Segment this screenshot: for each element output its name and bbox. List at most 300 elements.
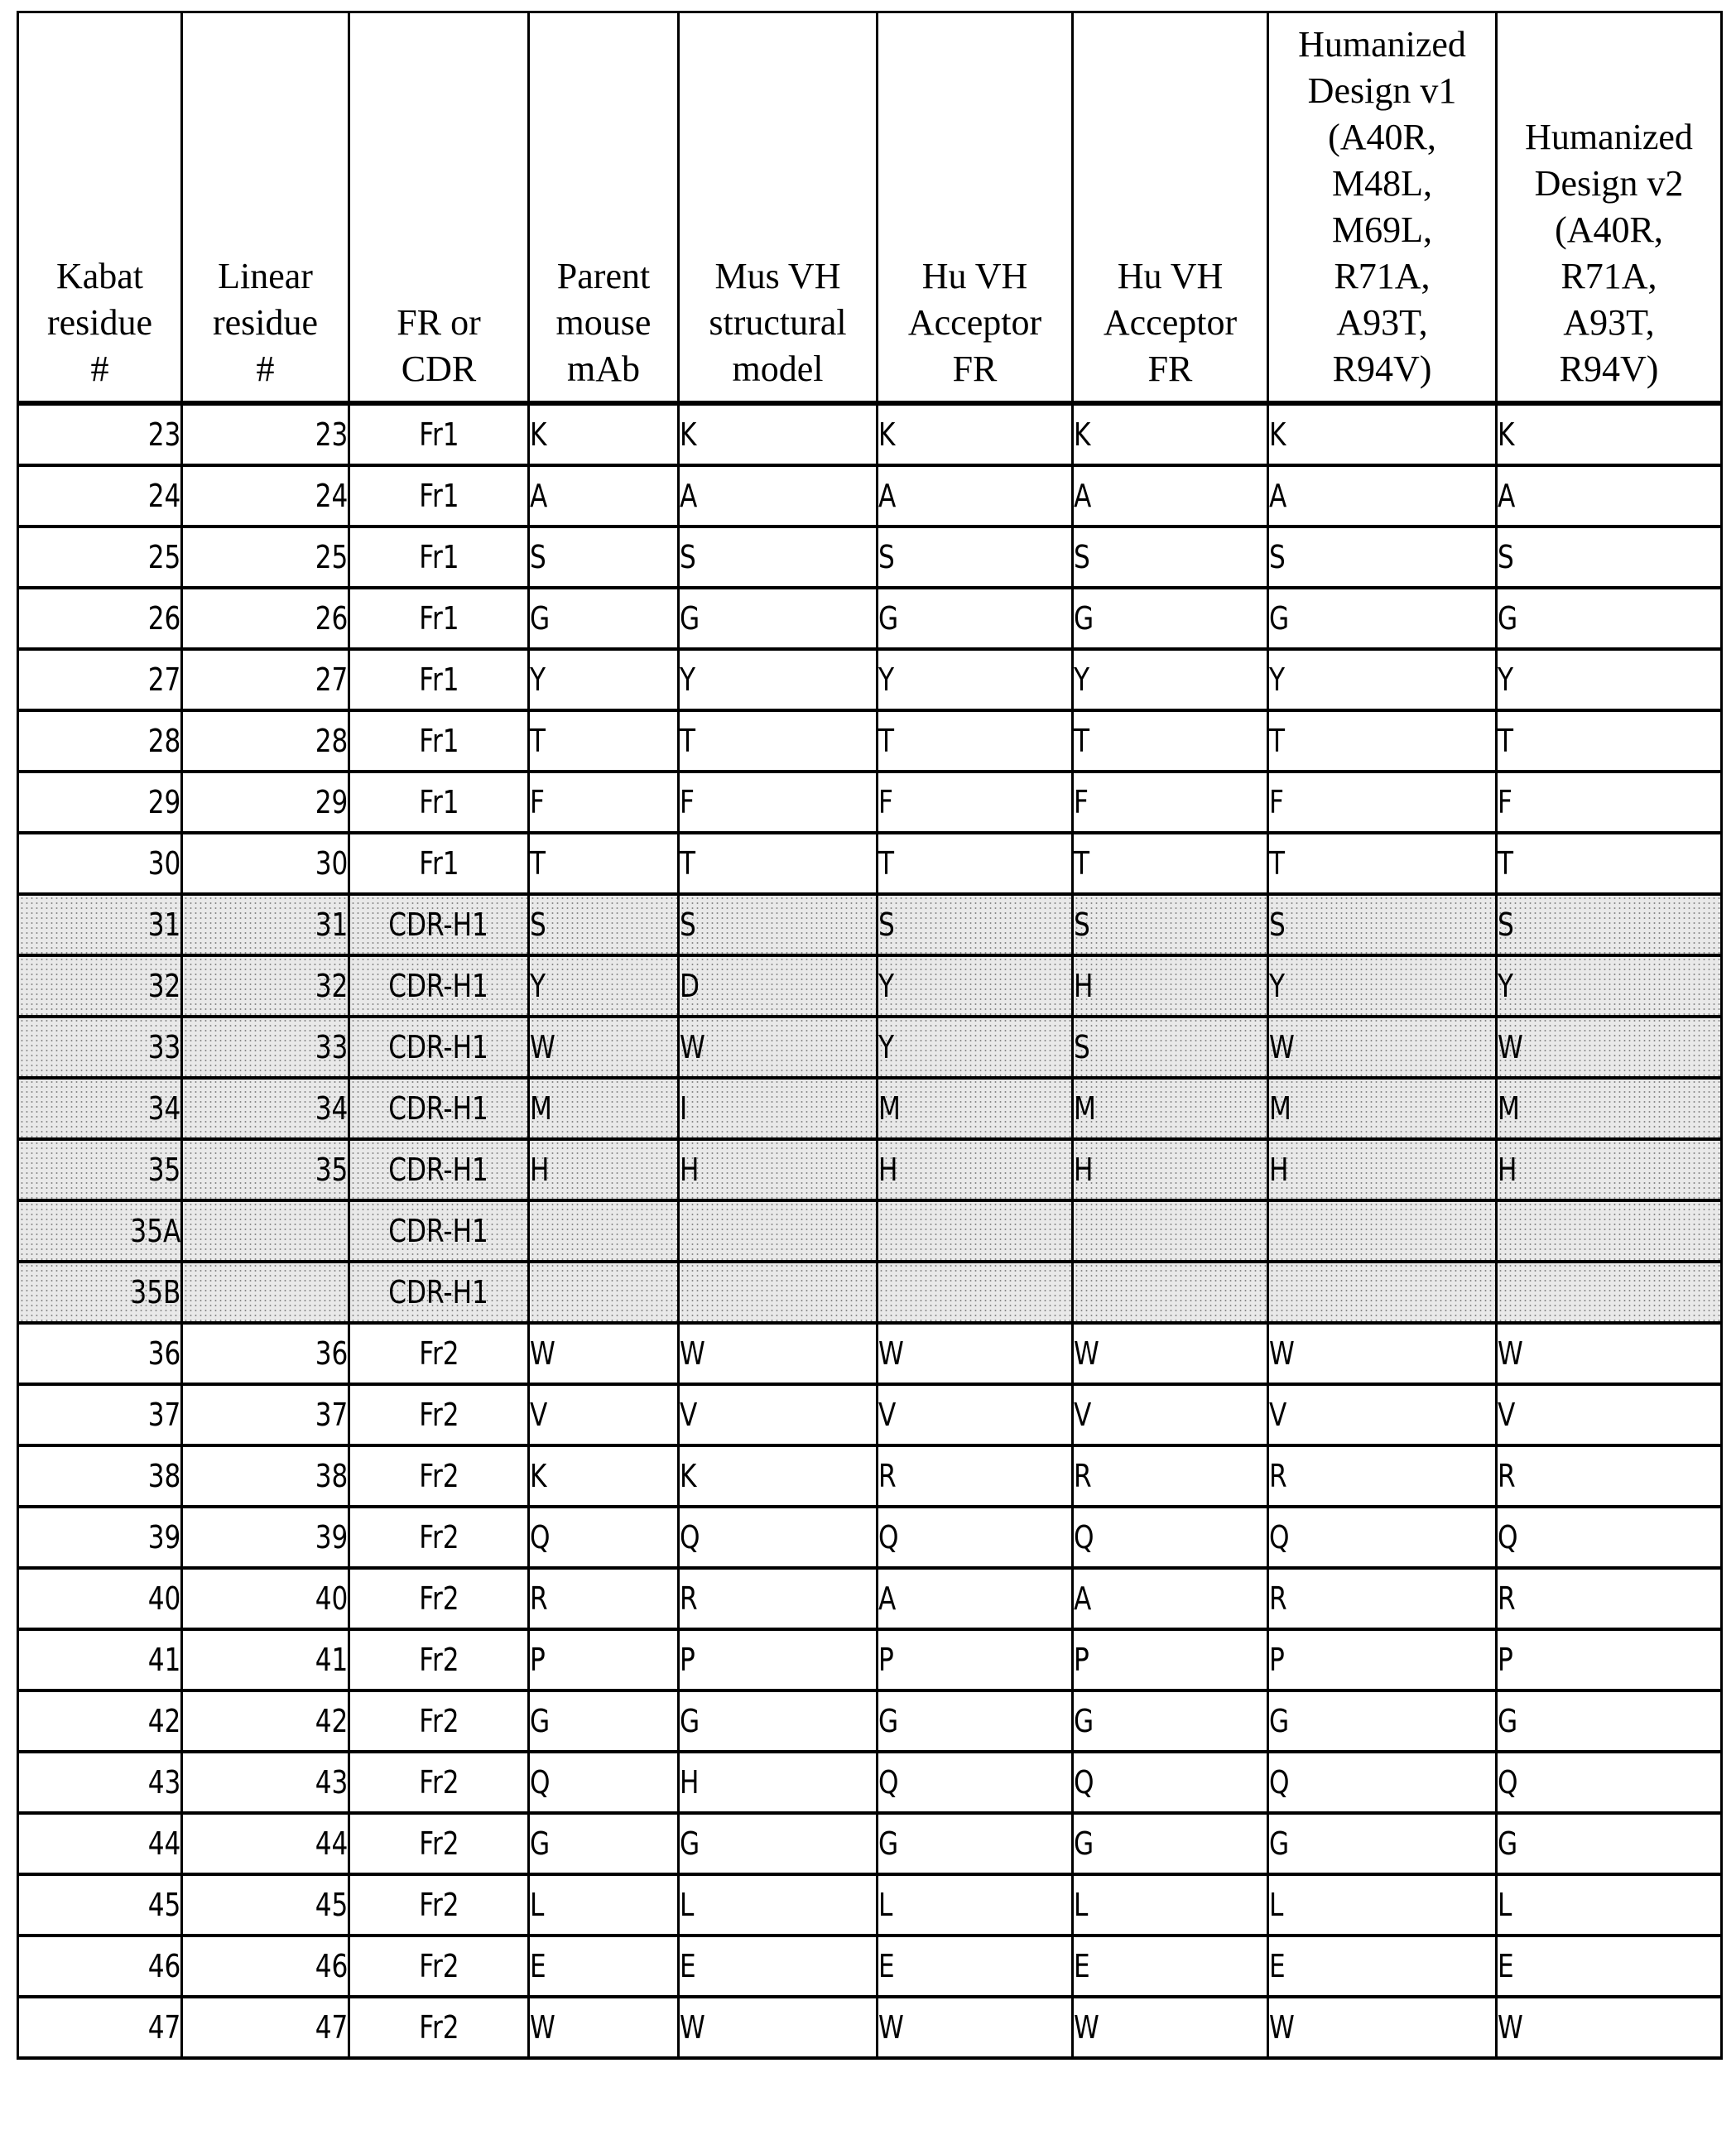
linear-residue-cell [182, 1813, 349, 1874]
cell-text: 26 [147, 600, 180, 637]
table-row [18, 1323, 1722, 1384]
cell-text: G [680, 1703, 700, 1739]
humanized-v2-cell [1497, 1507, 1722, 1568]
cell-text: W [878, 1335, 904, 1372]
cell-text: R [1269, 1580, 1287, 1617]
region-cell [349, 649, 529, 710]
humanized-v1-cell [1268, 955, 1497, 1017]
cell-text: S [1498, 906, 1514, 943]
mus-vh-model-cell [679, 833, 878, 894]
table-row [18, 772, 1722, 833]
hu-acceptor-1-cell [878, 894, 1073, 955]
parent-mouse-cell [529, 1813, 679, 1874]
cell-text: K [1498, 416, 1514, 453]
kabat-residue-cell [18, 1752, 182, 1813]
table-row [18, 1568, 1722, 1629]
cell-text: F [878, 784, 893, 820]
cell-text: S [530, 906, 546, 943]
cell-text: Y [530, 661, 546, 698]
region-cell [349, 1629, 529, 1690]
cell-text: G [1074, 600, 1094, 637]
cell-text: 45 [315, 1887, 348, 1923]
mus-vh-model-cell [679, 1997, 878, 2058]
humanized-v1-cell [1268, 1384, 1497, 1445]
cell-text: A [680, 478, 697, 514]
cell-text: P [1498, 1642, 1513, 1678]
hu-acceptor-2-cell [1073, 1936, 1268, 1997]
hu-acceptor-2-cell [1073, 1262, 1268, 1323]
cell-text: 35B [130, 1274, 180, 1310]
region-cell [349, 894, 529, 955]
region-cell [349, 1752, 529, 1813]
header-line: A93T, [1269, 300, 1495, 346]
mus-vh-model-cell [679, 1017, 878, 1078]
hu-acceptor-1-cell [878, 833, 1073, 894]
cell-text: L [680, 1887, 694, 1923]
hu-acceptor-1-cell [878, 1323, 1073, 1384]
cell-text: F [1498, 784, 1512, 820]
mus-vh-model-cell [679, 1629, 878, 1690]
parent-mouse-cell [529, 1936, 679, 1997]
header-humanized-v1 [1268, 12, 1497, 404]
cell-text: T [1498, 723, 1513, 759]
kabat-residue-cell [18, 1200, 182, 1262]
cell-text: Fr2 [419, 1825, 459, 1862]
cell-text: Y [1498, 968, 1513, 1004]
humanized-v2-cell [1497, 649, 1722, 710]
table-row [18, 1200, 1722, 1262]
header-line: Hu VH [878, 253, 1071, 300]
cell-text: E [1498, 1948, 1514, 1984]
kabat-residue-cell [18, 1017, 182, 1078]
cell-text: S [680, 906, 696, 943]
hu-acceptor-1-cell [878, 527, 1073, 588]
cell-text: 30 [315, 845, 348, 882]
header-line: Humanized [1269, 22, 1495, 68]
header-line: residue [19, 300, 180, 346]
cell-text: 28 [147, 723, 180, 759]
cell-text: M [1074, 1090, 1096, 1127]
hu-acceptor-1-cell [878, 1568, 1073, 1629]
mus-vh-model-cell [679, 649, 878, 710]
mus-vh-model-cell [679, 1936, 878, 1997]
kabat-residue-cell [18, 710, 182, 772]
table-row [18, 1629, 1722, 1690]
kabat-residue-cell [18, 649, 182, 710]
humanized-v2-cell [1497, 465, 1722, 527]
parent-mouse-cell [529, 1445, 679, 1507]
header-line: A93T, [1498, 300, 1720, 346]
table-row [18, 1507, 1722, 1568]
linear-residue-cell [182, 1200, 349, 1262]
cell-text: 35 [147, 1152, 180, 1188]
cell-text: T [1269, 723, 1285, 759]
header-line: Design v1 [1269, 68, 1495, 114]
hu-acceptor-2-cell [1073, 1752, 1268, 1813]
header-line: Humanized [1498, 114, 1720, 161]
cell-text: F [1269, 784, 1284, 820]
cell-text: W [1074, 1335, 1099, 1372]
cell-text: M [878, 1090, 901, 1127]
region-cell [349, 1384, 529, 1445]
header-line: Design v2 [1498, 161, 1720, 207]
hu-acceptor-1-cell [878, 649, 1073, 710]
kabat-residue-cell [18, 955, 182, 1017]
hu-acceptor-1-cell [878, 1078, 1073, 1139]
cell-text: Q [1498, 1764, 1518, 1801]
header-line: (A40R, [1498, 207, 1720, 253]
kabat-residue-cell [18, 1936, 182, 1997]
humanized-v2-cell [1497, 403, 1722, 465]
header-humanized-v2 [1497, 12, 1722, 404]
humanized-v1-cell [1268, 465, 1497, 527]
table-header [18, 12, 1722, 404]
hu-acceptor-2-cell [1073, 833, 1268, 894]
hu-acceptor-2-cell [1073, 894, 1268, 955]
hu-acceptor-1-cell [878, 1690, 1073, 1752]
region-cell [349, 1568, 529, 1629]
header-fr-or-cdr [349, 12, 529, 404]
residue-alignment-table [17, 11, 1723, 2060]
hu-acceptor-2-cell [1073, 1997, 1268, 2058]
cell-text: H [1498, 1152, 1517, 1188]
cell-text: Fr1 [419, 784, 459, 820]
cell-text: 36 [315, 1335, 348, 1372]
cell-text: A [1074, 1580, 1091, 1617]
humanized-v1-cell [1268, 1629, 1497, 1690]
linear-residue-cell [182, 772, 349, 833]
cell-text: G [680, 600, 700, 637]
cell-text: L [1269, 1887, 1283, 1923]
hu-acceptor-1-cell [878, 465, 1073, 527]
humanized-v1-cell [1268, 1139, 1497, 1200]
header-line: M48L, [1269, 161, 1495, 207]
cell-text: F [1074, 784, 1089, 820]
table-row [18, 1813, 1722, 1874]
cell-text: V [1074, 1397, 1091, 1433]
humanized-v1-cell [1268, 772, 1497, 833]
mus-vh-model-cell [679, 1078, 878, 1139]
table-row [18, 1262, 1722, 1323]
header-line: Kabat [19, 253, 180, 300]
cell-text: 25 [315, 539, 348, 575]
cell-text: 23 [315, 416, 348, 453]
table-row [18, 1384, 1722, 1445]
table-row [18, 894, 1722, 955]
cell-text: P [680, 1642, 695, 1678]
cell-text: W [1269, 1335, 1295, 1372]
kabat-residue-cell [18, 833, 182, 894]
cell-text: T [1498, 845, 1513, 882]
humanized-v2-cell [1497, 588, 1722, 649]
cell-text: Fr1 [419, 845, 459, 882]
linear-residue-cell [182, 1017, 349, 1078]
parent-mouse-cell [529, 1200, 679, 1262]
cell-text: 43 [315, 1764, 348, 1801]
cell-text: 46 [147, 1948, 180, 1984]
cell-text: Q [878, 1764, 899, 1801]
hu-acceptor-1-cell [878, 1752, 1073, 1813]
cell-text: Fr2 [419, 1519, 459, 1556]
hu-acceptor-2-cell [1073, 1813, 1268, 1874]
parent-mouse-cell [529, 955, 679, 1017]
header-row [18, 12, 1722, 404]
kabat-residue-cell [18, 1629, 182, 1690]
mus-vh-model-cell [679, 1200, 878, 1262]
humanized-v2-cell [1497, 1384, 1722, 1445]
cell-text: K [680, 1458, 696, 1494]
hu-acceptor-1-cell [878, 1384, 1073, 1445]
humanized-v2-cell [1497, 1752, 1722, 1813]
cell-text: G [1498, 1703, 1517, 1739]
header-kabat-residue [18, 12, 182, 404]
region-cell [349, 588, 529, 649]
kabat-residue-cell [18, 1445, 182, 1507]
humanized-v2-cell [1497, 710, 1722, 772]
hu-acceptor-2-cell [1073, 1017, 1268, 1078]
linear-residue-cell [182, 1874, 349, 1936]
cell-text: 32 [315, 968, 348, 1004]
cell-text: G [530, 600, 550, 637]
cell-text: 41 [147, 1642, 180, 1678]
cell-text: G [530, 1703, 550, 1739]
cell-text: 25 [147, 539, 180, 575]
linear-residue-cell [182, 1445, 349, 1507]
cell-text: L [878, 1887, 892, 1923]
cell-text: Y [680, 661, 695, 698]
mus-vh-model-cell [679, 1813, 878, 1874]
kabat-residue-cell [18, 1690, 182, 1752]
cell-text: W [530, 1335, 555, 1372]
cell-text: K [530, 1458, 546, 1494]
linear-residue-cell [182, 1078, 349, 1139]
cell-text: 24 [315, 478, 348, 514]
cell-text: CDR-H1 [389, 1029, 489, 1065]
humanized-v1-cell [1268, 1568, 1497, 1629]
cell-text: H [878, 1152, 897, 1188]
parent-mouse-cell [529, 465, 679, 527]
table-row [18, 1445, 1722, 1507]
humanized-v2-cell [1497, 1262, 1722, 1323]
cell-text: 34 [147, 1090, 180, 1127]
cell-text: Q [530, 1764, 551, 1801]
cell-text: T [1269, 845, 1285, 882]
kabat-residue-cell [18, 1507, 182, 1568]
table-row [18, 1690, 1722, 1752]
cell-text: Y [1269, 661, 1285, 698]
linear-residue-cell [182, 1507, 349, 1568]
mus-vh-model-cell [679, 1262, 878, 1323]
cell-text: Q [530, 1519, 551, 1556]
header-line: # [19, 346, 180, 392]
humanized-v2-cell [1497, 1078, 1722, 1139]
mus-vh-model-cell [679, 772, 878, 833]
table-row [18, 1752, 1722, 1813]
cell-text: S [1269, 539, 1286, 575]
cell-text: W [878, 2009, 904, 2046]
cell-text: W [1498, 1029, 1523, 1065]
parent-mouse-cell [529, 1323, 679, 1384]
cell-text: Fr2 [419, 1703, 459, 1739]
region-cell [349, 833, 529, 894]
cell-text: H [680, 1764, 699, 1801]
mus-vh-model-cell [679, 1752, 878, 1813]
cell-text: W [1269, 2009, 1295, 2046]
region-cell [349, 403, 529, 465]
humanized-v1-cell [1268, 1017, 1497, 1078]
hu-acceptor-1-cell [878, 1139, 1073, 1200]
hu-acceptor-2-cell [1073, 955, 1268, 1017]
hu-acceptor-1-cell [878, 403, 1073, 465]
cell-text: S [1074, 906, 1090, 943]
linear-residue-cell [182, 588, 349, 649]
cell-text: W [1498, 1335, 1523, 1372]
hu-acceptor-1-cell [878, 1262, 1073, 1323]
header-line: Acceptor [878, 300, 1071, 346]
header-line: residue [183, 300, 348, 346]
cell-text: T [680, 723, 695, 759]
cell-text: E [1269, 1948, 1286, 1984]
table-body [18, 403, 1722, 2058]
cell-text: R [1498, 1458, 1516, 1494]
hu-acceptor-2-cell [1073, 1323, 1268, 1384]
hu-acceptor-2-cell [1073, 1690, 1268, 1752]
cell-text: M [530, 1090, 552, 1127]
humanized-v1-cell [1268, 1752, 1497, 1813]
header-line: Hu VH [1074, 253, 1267, 300]
cell-text: G [878, 600, 898, 637]
cell-text: 45 [147, 1887, 180, 1923]
cell-text: Q [1074, 1764, 1094, 1801]
humanized-v1-cell [1268, 1078, 1497, 1139]
header-line: FR [1074, 346, 1267, 392]
cell-text: G [1074, 1703, 1094, 1739]
parent-mouse-cell [529, 1690, 679, 1752]
cell-text: CDR-H1 [389, 1274, 489, 1310]
parent-mouse-cell [529, 1507, 679, 1568]
linear-residue-cell [182, 710, 349, 772]
region-cell [349, 955, 529, 1017]
cell-text: 39 [147, 1519, 180, 1556]
cell-text: W [680, 1029, 705, 1065]
cell-text: W [1498, 2009, 1523, 2046]
cell-text: Q [1498, 1519, 1518, 1556]
parent-mouse-cell [529, 1752, 679, 1813]
mus-vh-model-cell [679, 1690, 878, 1752]
cell-text: 41 [315, 1642, 348, 1678]
cell-text: P [530, 1642, 546, 1678]
header-line: mouse [530, 300, 677, 346]
hu-acceptor-1-cell [878, 1813, 1073, 1874]
kabat-residue-cell [18, 527, 182, 588]
linear-residue-cell [182, 1997, 349, 2058]
cell-text: 43 [147, 1764, 180, 1801]
humanized-v2-cell [1497, 1997, 1722, 2058]
humanized-v2-cell [1497, 1874, 1722, 1936]
cell-text: 37 [315, 1397, 348, 1433]
parent-mouse-cell [529, 527, 679, 588]
kabat-residue-cell [18, 1813, 182, 1874]
table-row [18, 588, 1722, 649]
kabat-residue-cell [18, 1262, 182, 1323]
cell-text: 33 [147, 1029, 180, 1065]
cell-text: Fr1 [419, 539, 459, 575]
cell-text: P [1074, 1642, 1089, 1678]
parent-mouse-cell [529, 1568, 679, 1629]
table-row [18, 465, 1722, 527]
table-row [18, 955, 1722, 1017]
cell-text: 38 [315, 1458, 348, 1494]
kabat-residue-cell [18, 1384, 182, 1445]
mus-vh-model-cell [679, 465, 878, 527]
hu-acceptor-2-cell [1073, 772, 1268, 833]
region-cell [349, 1874, 529, 1936]
region-cell [349, 1445, 529, 1507]
cell-text: Fr2 [419, 2009, 459, 2046]
header-line: model [680, 346, 876, 392]
humanized-v1-cell [1268, 1507, 1497, 1568]
cell-text: V [878, 1397, 896, 1433]
cell-text: G [1269, 1703, 1289, 1739]
cell-text: Fr2 [419, 1764, 459, 1801]
kabat-residue-cell [18, 588, 182, 649]
cell-text: L [1498, 1887, 1512, 1923]
cell-text: Fr1 [419, 416, 459, 453]
cell-text: Q [1269, 1764, 1290, 1801]
humanized-v1-cell [1268, 588, 1497, 649]
cell-text: S [878, 906, 895, 943]
cell-text: 24 [147, 478, 180, 514]
cell-text: CDR-H1 [389, 1090, 489, 1127]
cell-text: W [680, 2009, 705, 2046]
hu-acceptor-1-cell [878, 1997, 1073, 2058]
header-line: R94V) [1498, 346, 1720, 392]
header-hu-vh-acceptor-2 [1073, 12, 1268, 404]
cell-text: P [1269, 1642, 1285, 1678]
cell-text: K [680, 416, 696, 453]
mus-vh-model-cell [679, 588, 878, 649]
mus-vh-model-cell [679, 1323, 878, 1384]
region-cell [349, 1017, 529, 1078]
cell-text: 38 [147, 1458, 180, 1494]
cell-text: G [1498, 1825, 1517, 1862]
humanized-v1-cell [1268, 1200, 1497, 1262]
hu-acceptor-2-cell [1073, 1568, 1268, 1629]
hu-acceptor-1-cell [878, 1017, 1073, 1078]
cell-text: 47 [315, 2009, 348, 2046]
cell-text: V [1498, 1397, 1515, 1433]
parent-mouse-cell [529, 1384, 679, 1445]
region-cell [349, 1323, 529, 1384]
cell-text: E [680, 1948, 696, 1984]
hu-acceptor-2-cell [1073, 649, 1268, 710]
cell-text: K [1074, 416, 1090, 453]
cell-text: W [530, 2009, 555, 2046]
cell-text: Fr2 [419, 1335, 459, 1372]
header-line: structural [680, 300, 876, 346]
cell-text: 35A [130, 1213, 180, 1249]
header-linear-residue [182, 12, 349, 404]
cell-text: CDR-H1 [389, 968, 489, 1004]
cell-text: D [680, 968, 700, 1004]
cell-text: T [530, 845, 546, 882]
cell-text: 27 [315, 661, 348, 698]
linear-residue-cell [182, 403, 349, 465]
cell-text: H [1269, 1152, 1288, 1188]
cell-text: E [1074, 1948, 1090, 1984]
kabat-residue-cell [18, 465, 182, 527]
cell-text: Q [680, 1519, 700, 1556]
